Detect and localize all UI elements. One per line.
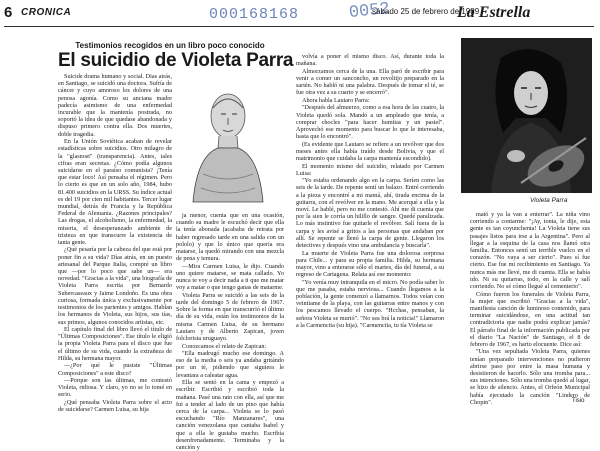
paragraph: El momento mismo del suicidio, relatado por Carmen Luisa: <box>296 162 444 177</box>
paragraph: "Una vez sepultada Violeta Parra, quienes tenían preparado intervenciones no pudieron abrirse paso por entre la masa humana y desistieron de hacerlo. Sólo una tromba para... sus intenciones. Sólo una tromba quedó al lugar, se hizo de silencio. Antes, el Orfeón Municipal había ejecutado la canción "Lindero de Chopin". <box>470 348 590 406</box>
section-name: CRONICA <box>21 7 72 18</box>
paragraph: (Es evidente que Lautaro se refiere a un revólver que dos meses antes ella había traído desde Bolivia, y que el matrimonio que cuidaba la carpa mantenía escondido). <box>296 140 444 163</box>
paragraph: En la Unión Soviética acaban de revelar estadísticas sobre suicidios. Otro milagro de la "glasnost" (transparencia). Antes, tales cifras eran secretas. ¿Cómo podía algunos suicidarse en el paraíso comunista? ¡Tenía que estar loco! Así pensaba el régimen. Pero lo cierto es que en un solo año, 1984, hubo 81.400 suicidios en la URSS. Su índice actual es del 19 por cien mil habitantes. Tercer lugar mundial, detrás de Francia y la República Federal de Alemania. ¿Razones principales? Las drogas, el alcoholismo, la enfermedad, la miseria, el desesperanzado ambiente de tristeza en que transcurre la existencia de tanta gente. <box>58 138 172 246</box>
archive-stamp-small: 0052 <box>348 0 391 24</box>
paragraph: ¿Qué pesaría por la cabeza del que está por poner fin a su vida? Días atrás, en un puesto artesanal del Parque Italia, compré un libro que —por lo poco que sabe un— era novedad. "Gracias a la vida", una biografía de Violeta Parra escrita por Bernardo Subercaseaux y Jaime Londoño. Es una obra curiosa, formada única y exclusivamente por testimonios de los parientes y amigos. Hablan los hermanos de Violeta, sus hijos, sus tías, sus primos, algunos conocidos artistas, etc. <box>58 246 172 326</box>
header-rule <box>4 26 594 27</box>
paragraph: —¿Por qué le pusiste "Últimas Composiciones" a este disco? <box>58 362 172 377</box>
paragraph: "Ella madrugó mucho ese domingo. A eso de la media o seis ya andaba gritándo por un té, pidiendo que siguiera le levantara a caleatar agua. <box>176 350 284 379</box>
paragraph: La muerte de Violeta Parra fue una dolorosa sorpresa para Chile... y para su propia familia. Hilda, su hermana mayor, vino a enterarse sólo el martes, día del funeral, a su regreso de Cartagena. Relata así ese momento: <box>296 249 444 279</box>
paragraph: —Porque son las últimas, me contestó Violeta, ridiosa. Y claro, yo no se lo tomé en serio. <box>58 377 172 399</box>
paragraph: Conozcamos el relato de Zapican: <box>182 342 267 350</box>
violeta-parra-photo <box>461 38 592 193</box>
article-column-2 <box>176 212 284 451</box>
paragraph: Ahora habla Lautaro Parra: <box>302 96 370 104</box>
page-number: 6 <box>4 4 13 21</box>
paragraph: mató y ya la van a enterrar". La niña vino corriendo a contarme: "¡Ay, tonta, le dije, esta gente es tan coyunchenta! La Violeta tiene sus pasajes listos para irse a la Argentina". Pero al llegar a la esquina de la casa nos llamó otra familia. Entonces sentí un terrible vuelco en el corazón. "No vaya a ser cierto". Pues sí fue cierto. Ese fue mi recibimiento en Santiago. Ya nunca más me llevé, me di cuenta. Ella se había ido. Ni su quitarras, todo, en la calle y salí corriendo. No sé cómo llegué al cementerio". <box>470 211 590 291</box>
publication-date: sábado 25 de febrero de 1989 <box>372 7 480 16</box>
paragraph: El capítulo final del libro llevó el título de "Últimas Composiciones". Ese título le eligió la propia Violeta Parra para el disco que fue el último de su vida, cuando la extrañeza de Hilda, su hermana mayor. <box>58 326 172 362</box>
article-subheadline: Testimonios recogidos en un libro poco conocido <box>75 41 265 50</box>
paragraph: "Después del almuerzo, como a esa hora de las cuatro, la Violeta quedó sola. Mandó a un ampleado que tenía, a comprar chocles "para hacer humitas y un pastel". Aprovechó ese momento para buscar lo que le interesaba, hasta que lo encontró". <box>296 104 444 141</box>
article-column-3 <box>296 53 444 410</box>
author-byline: Tisio <box>572 398 585 404</box>
article-column-1 <box>58 73 172 414</box>
paragraph: Almorzamos cerca de la una. Ella paró de escribir para venir a comer un sanconcho, un revoltijo preparado en la sartén. No habló ni una palabra. Después de tomar el té, se fue otra vez a su cuarto y se encerró". <box>296 67 444 97</box>
article-column-4 <box>470 211 590 410</box>
newspaper-masthead: La Estrella <box>457 4 531 21</box>
archive-stamp-number: 000168168 <box>209 6 300 23</box>
page-header <box>4 0 594 26</box>
photo-caption: Violeta Parra <box>530 197 568 204</box>
paragraph: volvía a poner el mismo disco. Así, durante toda la mañana. <box>296 53 444 68</box>
paragraph: ja menor, cuenta que en una ocasión, cuando su madre le escuchó decir que ella la tenía abonada (acababa de retrata por haber regresado tarde en una salida con un pololo) y que lo único que quería era matarse, la quedó mirando con una mezcla de pena y temura. <box>176 212 284 263</box>
paragraph: "Yo estaba ordenando algo en la carpa. Seríen como las seis de la tarde. De repente sentí un balazo. Entré corriendo a la pieza y encontré a mi mamá, ahí, tirada encima de la guitarra, con el revólver en la mano. Me acerqué a ella y la moví. Le hablé, pero no me contestó. Ahí me di cuenta que por la sien le corría un hilillo de sangre. Quedé paralizada. Lo más instintivo fue quitarle el revólver. Salí fuera de la carpa y les avisé a gritos a las personas que andaban por allí. Se repente se llenó la carpa de gente. Llegaron los detectives y después vino una ambulancia y buscarla". <box>296 177 444 250</box>
paragraph: Suicide drama humano y social. Dias atrás, en Santiago, se suicidó una doctora. Sufría de cáncer y cuyo amoroso los dolores de una penosa agonía. Como su anciana madre padecía asimismo de una enfermedad incurable que la mantenía postrada, no soportó la idea de que quedase abandonada y dispuso primero contra ella. Dos muertes, doble tragedia. <box>58 73 172 138</box>
paragraph: Violeta Parra se suicidó a las seis de la tarde del domingo 5 de febrero de 1967. Sobre la forma en que transcurrió el último día de su vida, están los testimonios de la misma Carmen Luisa, de su hermano Lautaro y de Alberto Zapican, joven folclorista uruguayo. <box>176 291 284 343</box>
paragraph: "Yo venía muy intranquila en el micro. No podía saber lo que me pasaba, estaba nerviosa... Cuando llegamos a la población, la gente comenzó a llamarnos. Todos veían con veintiame de la playa, con las guitarras entre manos y con los pescamos llevado el cuerpo. "Hcchas, pensaban, la señora Violeta se murió". "No sea brá la noticia!" Llamaron a la Carmencita (su hija). "Carmencita, tu tía Violeta se <box>296 278 444 329</box>
article-headline: El suicidio de Violeta Parra <box>58 50 294 71</box>
paragraph: ¿Qué pensaba Violeta Parra sobre el acto de suicidarse? Carmen Luisa, su hija <box>58 398 172 414</box>
paragraph: Cómo fueron los funerales de Violeta Parra, la mujer que escribió "Gracias a la vida", manifiesta canción de luminoso contenido, para terminar suicidándose, en una actitud tan contradictoria que nadie podrá explicar jamás? El párrafo final de la información publicada por el diario "La Nación" de Santiago, el 8 de febrero de 1967, es harto elocuente. Dice así: <box>470 290 590 348</box>
portrait-illustration <box>461 38 592 193</box>
bust-illustration <box>183 78 273 206</box>
paragraph: —Mira Carmen Luisa, le dijo. Cuando uno quiere matarse, se mata callado. Yo nunca te voy a decir nada a ti que me matar voy a matar o que tengo ganas de matarme. <box>176 262 284 292</box>
paragraph: Ella se sentó en la cama y empezó a escribir. Escribió y escribió toda la mañana. Pasé una rato con ella, así que me fui a tender al lado de un pino que había cerca de la carpa... Violeta se lo pasó escuchando "Río Manzanares", una canción venezolana que cantaba Isabel y que a ella le gustaba mucho. Escribía desenfrenadamente. Terminaba y la canción y <box>176 379 284 451</box>
